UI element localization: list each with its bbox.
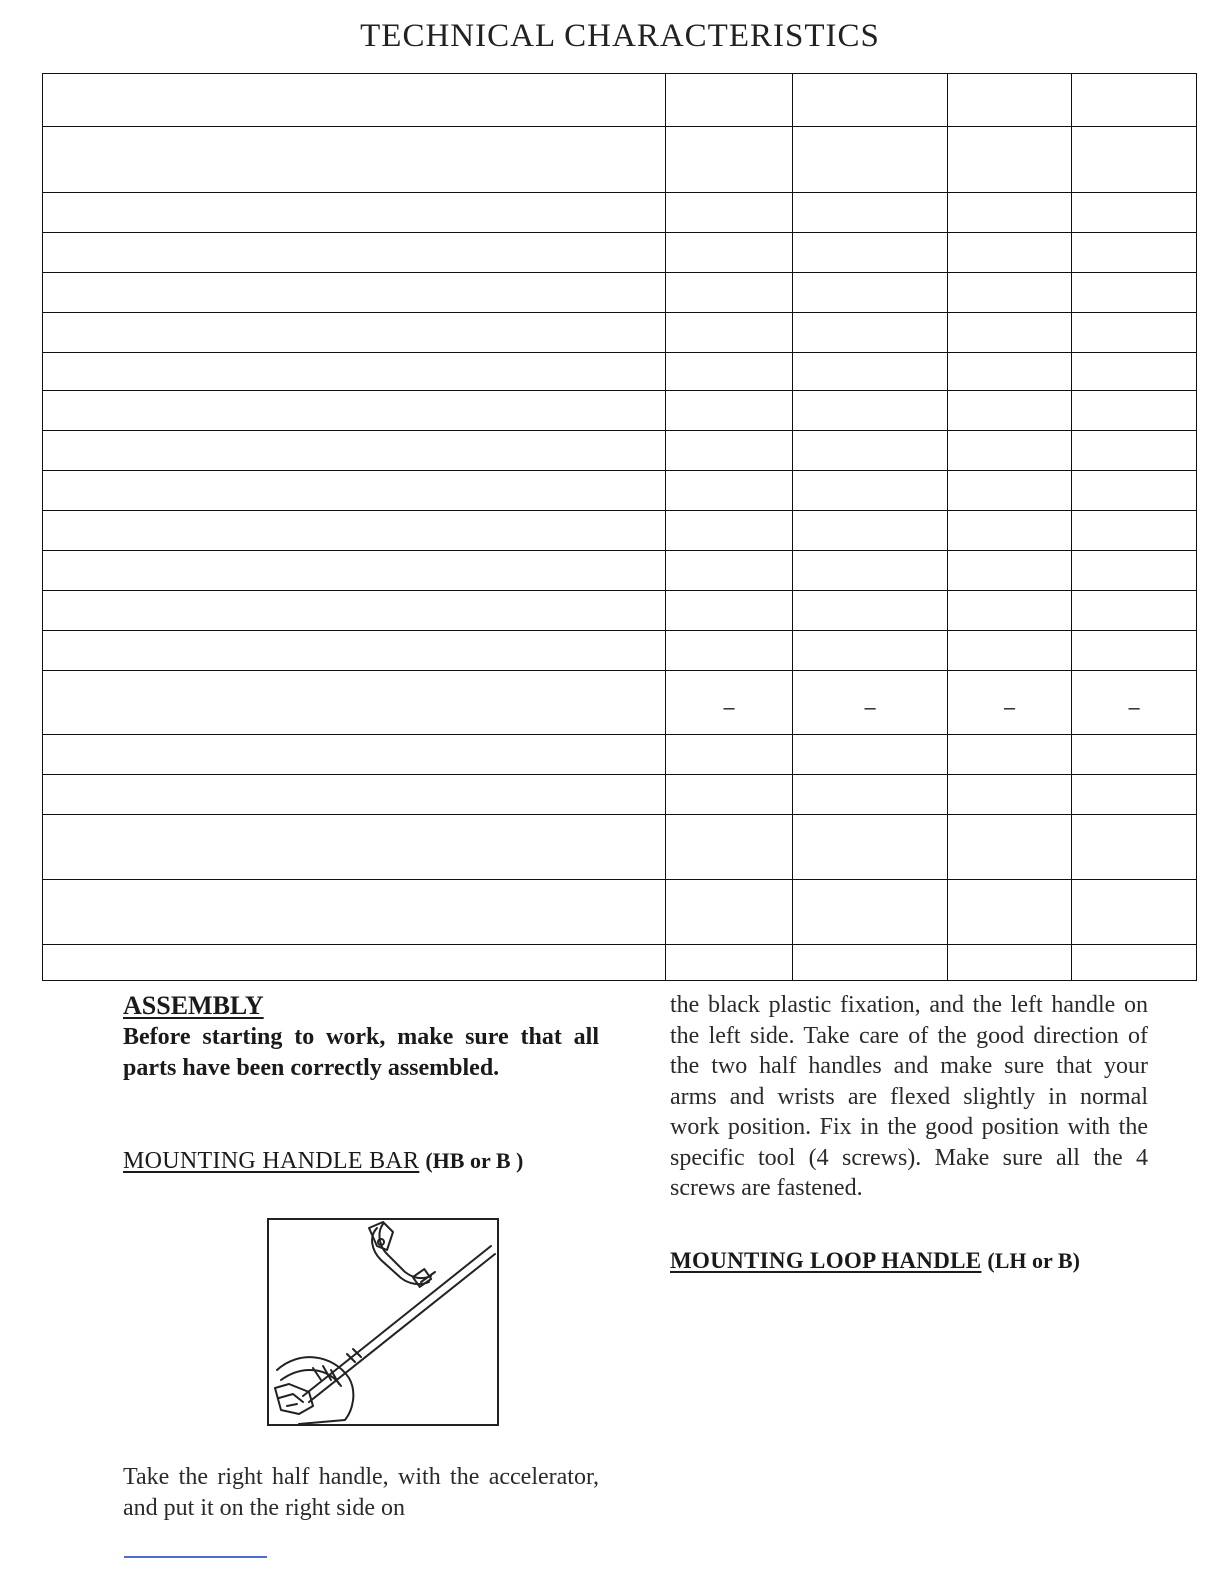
table-row bbox=[43, 671, 1197, 735]
table-label-cell bbox=[43, 511, 666, 551]
table-label-cell bbox=[43, 313, 666, 353]
left-column bbox=[123, 990, 599, 1523]
table-value-cell bbox=[793, 193, 948, 233]
table-value-cell bbox=[948, 511, 1072, 551]
handle-bar-heading bbox=[123, 1146, 599, 1176]
table-label-cell bbox=[43, 431, 666, 471]
table-label-cell bbox=[43, 193, 666, 233]
brush-cutter-illustration-icon bbox=[269, 1220, 497, 1424]
brush-cutter-figure bbox=[267, 1218, 499, 1426]
table-value-cell bbox=[1072, 815, 1197, 880]
table-row bbox=[43, 775, 1197, 815]
table-label-cell bbox=[43, 551, 666, 591]
table-cell-text: – bbox=[864, 697, 876, 719]
handle-bar-heading-suffix: (HB or B ) bbox=[425, 1148, 524, 1173]
table-value-cell bbox=[666, 735, 793, 775]
table-value-cell bbox=[1072, 431, 1197, 471]
table-value-cell bbox=[793, 313, 948, 353]
table-value-cell bbox=[948, 127, 1072, 193]
loop-handle-heading-label: MOUNTING LOOP HANDLE bbox=[670, 1247, 982, 1273]
table-value-cell bbox=[1072, 591, 1197, 631]
bottom-divider bbox=[124, 1556, 267, 1558]
table-value-cell bbox=[793, 233, 948, 273]
table-value-cell bbox=[948, 631, 1072, 671]
table-value-cell bbox=[666, 127, 793, 193]
loop-handle-heading bbox=[670, 1246, 1148, 1276]
table-value-cell bbox=[793, 815, 948, 880]
table-row bbox=[43, 471, 1197, 511]
right-column bbox=[670, 990, 1148, 1276]
table-row bbox=[43, 431, 1197, 471]
table-value-cell bbox=[666, 880, 793, 945]
assembly-heading: ASSEMBLY bbox=[123, 991, 264, 1020]
table-value-cell bbox=[1072, 945, 1197, 981]
table-row bbox=[43, 815, 1197, 880]
assembly-lead-text: Before starting to work, make sure that all parts have been correctly assembled. bbox=[123, 1024, 599, 1081]
table-value-cell bbox=[948, 74, 1072, 127]
table-value-cell bbox=[1072, 880, 1197, 945]
table-value-cell bbox=[1072, 471, 1197, 511]
table-value-cell bbox=[1072, 551, 1197, 591]
table-value-cell bbox=[948, 945, 1072, 981]
table-row bbox=[43, 945, 1197, 981]
table-label-cell bbox=[43, 127, 666, 193]
table-value-cell bbox=[1072, 353, 1197, 391]
table-value-cell bbox=[1072, 735, 1197, 775]
table-value-cell bbox=[948, 815, 1072, 880]
table-label-cell bbox=[43, 74, 666, 127]
handle-bar-instructions-start: Take the right half handle, with the accelerator, and put it on the right side on bbox=[123, 1464, 599, 1521]
table-label-cell bbox=[43, 815, 666, 880]
table-value-cell bbox=[948, 880, 1072, 945]
table-row bbox=[43, 74, 1197, 127]
table-value-cell bbox=[666, 671, 793, 735]
table-value-cell bbox=[948, 591, 1072, 631]
table-value-cell bbox=[1072, 313, 1197, 353]
table-value-cell bbox=[666, 945, 793, 981]
table-value-cell bbox=[666, 815, 793, 880]
table-cell-text: – bbox=[723, 697, 735, 719]
table-row bbox=[43, 511, 1197, 551]
table-value-cell bbox=[1072, 775, 1197, 815]
table-value-cell bbox=[793, 945, 948, 981]
table-value-cell bbox=[666, 353, 793, 391]
page-title: TECHNICAL CHARACTERISTICS bbox=[360, 18, 880, 54]
table-value-cell bbox=[666, 193, 793, 233]
table-value-cell bbox=[1072, 193, 1197, 233]
table-label-cell bbox=[43, 735, 666, 775]
handle-bar-instructions-continued: the black plastic fixation, and the left handle on the left side. Take care of the good direction of the two half handles and make sure that your arms and wrists are flexed slightly in normal work position. Fix in the good position with the specific tool (4 screws). Make sure all the 4 screws are fastened. bbox=[670, 992, 1148, 1201]
table-value-cell bbox=[948, 233, 1072, 273]
table-label-cell bbox=[43, 775, 666, 815]
table-row bbox=[43, 233, 1197, 273]
table-value-cell bbox=[666, 631, 793, 671]
table-value-cell bbox=[793, 391, 948, 431]
table-value-cell bbox=[666, 233, 793, 273]
table-value-cell bbox=[1072, 391, 1197, 431]
table-label-cell bbox=[43, 353, 666, 391]
table-value-cell bbox=[666, 775, 793, 815]
handle-bar-heading-label: MOUNTING HANDLE BAR bbox=[123, 1148, 420, 1174]
table-value-cell bbox=[1072, 671, 1197, 735]
table-value-cell bbox=[666, 511, 793, 551]
table-value-cell bbox=[948, 273, 1072, 313]
table-row bbox=[43, 353, 1197, 391]
table-row bbox=[43, 193, 1197, 233]
table-value-cell bbox=[948, 551, 1072, 591]
table-value-cell bbox=[1072, 631, 1197, 671]
table-value-cell bbox=[793, 511, 948, 551]
table-row bbox=[43, 273, 1197, 313]
table-row bbox=[43, 591, 1197, 631]
table-value-cell bbox=[793, 671, 948, 735]
table-value-cell bbox=[793, 631, 948, 671]
table-row bbox=[43, 631, 1197, 671]
table-value-cell bbox=[666, 74, 793, 127]
table-value-cell bbox=[793, 471, 948, 511]
table-value-cell bbox=[948, 391, 1072, 431]
loop-handle-heading-suffix: (LH or B) bbox=[987, 1247, 1080, 1273]
table-value-cell bbox=[666, 273, 793, 313]
table-value-cell bbox=[793, 431, 948, 471]
table-value-cell bbox=[948, 735, 1072, 775]
table-value-cell bbox=[666, 391, 793, 431]
table-row bbox=[43, 391, 1197, 431]
table-value-cell bbox=[666, 313, 793, 353]
table-value-cell bbox=[793, 551, 948, 591]
table-value-cell bbox=[666, 591, 793, 631]
table-cell-text: – bbox=[1128, 697, 1140, 719]
table-value-cell bbox=[948, 775, 1072, 815]
table-label-cell bbox=[43, 273, 666, 313]
table-value-cell bbox=[948, 193, 1072, 233]
table-value-cell bbox=[793, 735, 948, 775]
table-value-cell bbox=[666, 551, 793, 591]
table-value-cell bbox=[948, 313, 1072, 353]
table-value-cell bbox=[666, 471, 793, 511]
table-value-cell bbox=[948, 431, 1072, 471]
table-value-cell bbox=[666, 431, 793, 471]
table-value-cell bbox=[793, 273, 948, 313]
table-value-cell bbox=[793, 74, 948, 127]
table-value-cell bbox=[948, 353, 1072, 391]
table-row bbox=[43, 735, 1197, 775]
table-label-cell bbox=[43, 471, 666, 511]
table-row bbox=[43, 551, 1197, 591]
table-value-cell bbox=[948, 471, 1072, 511]
table-value-cell bbox=[1072, 273, 1197, 313]
table-row bbox=[43, 127, 1197, 193]
table-value-cell bbox=[793, 591, 948, 631]
table-value-cell bbox=[1072, 233, 1197, 273]
table-value-cell bbox=[793, 353, 948, 391]
table-value-cell bbox=[1072, 127, 1197, 193]
table-value-cell bbox=[948, 671, 1072, 735]
table-value-cell bbox=[1072, 74, 1197, 127]
table-label-cell bbox=[43, 233, 666, 273]
table-cell-text: – bbox=[1003, 697, 1016, 719]
technical-characteristics-table bbox=[42, 73, 1197, 981]
table-label-cell bbox=[43, 945, 666, 981]
table-value-cell bbox=[793, 127, 948, 193]
table-label-cell bbox=[43, 671, 666, 735]
table-label-cell bbox=[43, 880, 666, 945]
table-row bbox=[43, 880, 1197, 945]
table-value-cell bbox=[793, 880, 948, 945]
table-value-cell bbox=[1072, 511, 1197, 551]
table-value-cell bbox=[793, 775, 948, 815]
table-label-cell bbox=[43, 631, 666, 671]
table-row bbox=[43, 313, 1197, 353]
table-label-cell bbox=[43, 391, 666, 431]
table-label-cell bbox=[43, 591, 666, 631]
